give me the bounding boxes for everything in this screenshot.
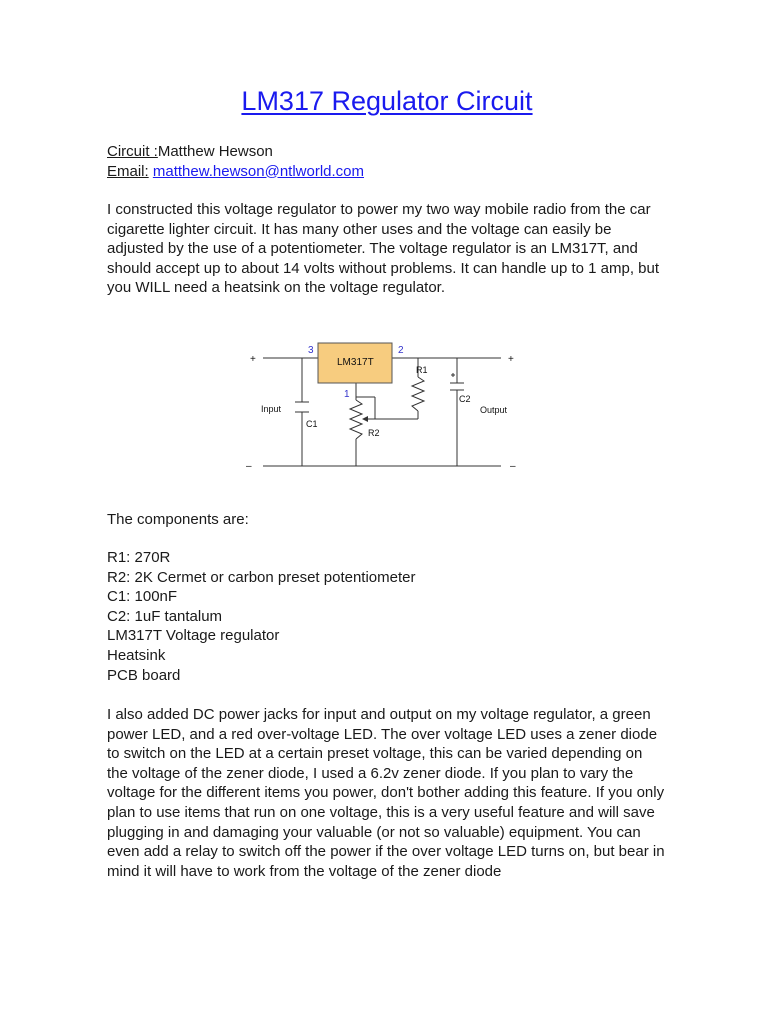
email-label: Email: [107, 162, 149, 180]
list-item: PCB board [107, 666, 181, 684]
list-item: R2: 2K Cermet or carbon preset potentiometer [107, 568, 416, 586]
components-list [107, 548, 415, 685]
r2-label: R2 [368, 428, 380, 438]
chip-label: LM317T [337, 357, 374, 368]
intro-paragraph: I constructed this voltage regulator to power my two way mobile radio from the car cigarette lighter circuit. It has many other uses and the voltage can easily be adjusted by the use of a potentiometer. The voltage regulator is an LM317T, and should accept up to about 14 volts without problems. It can handle up to 1 amp, but you WILL need a heatsink on the voltage regulator. [107, 201, 660, 297]
output-plus: + [508, 354, 514, 365]
author-name: Matthew Hewson [157, 143, 273, 160]
list-item: Heatsink [107, 646, 166, 664]
r1-label: R1 [416, 365, 428, 375]
input-plus: + [250, 354, 256, 365]
list-item: C1: 100nF [107, 588, 178, 606]
email-line [107, 162, 364, 182]
c1-label: C1 [306, 419, 318, 429]
page-title-link[interactable]: LM317 Regulator Circuit [241, 86, 533, 116]
list-item: R1: 270R [107, 549, 171, 566]
output-label: Output [480, 405, 508, 415]
c1-capacitor [295, 402, 309, 412]
circuit-diagram [238, 335, 528, 475]
led-paragraph: I also added DC power jacks for input and output on my voltage regulator, a green power LED, and a red over-voltage LED. The over voltage LED uses a zener diode to switch on the LED at a certain preset voltage, this can be varied depending on the voltage of the zener diode, I used a 6.2v zener diode. If you plan to vary the voltage for the different items you power, don't bother adding this feature. If you only plan to use items that run on one voltage, this is a very useful feature and will save plugging in and damaging your valuable (or not so valuable) equipment. You can even add a relay to switch off the power if the over voltage LED turns on, but bear in mind it will have to work from the voltage of the zener diode [107, 706, 665, 880]
input-label: Input [261, 404, 282, 414]
circuit-label: Circuit : [107, 143, 158, 160]
list-item: LM317T Voltage regulator [107, 627, 280, 645]
pin-out-label: 2 [398, 345, 404, 356]
components-heading: The components are: [107, 511, 249, 528]
author-info [107, 142, 364, 181]
list-item: C2: 1uF tantalum [107, 607, 223, 625]
pin-in-label: 3 [308, 345, 314, 356]
pin-adj-label: 1 [344, 389, 350, 400]
input-minus: – [246, 461, 252, 472]
c2-label: C2 [459, 394, 471, 404]
r1-resistor [412, 377, 424, 411]
r2-wiper-arrow [362, 416, 368, 422]
email-link[interactable]: matthew.hewson@ntlworld.com [152, 162, 365, 180]
r2-potentiometer [350, 400, 362, 439]
output-minus: – [510, 461, 516, 472]
circuit-author-line [107, 142, 364, 162]
